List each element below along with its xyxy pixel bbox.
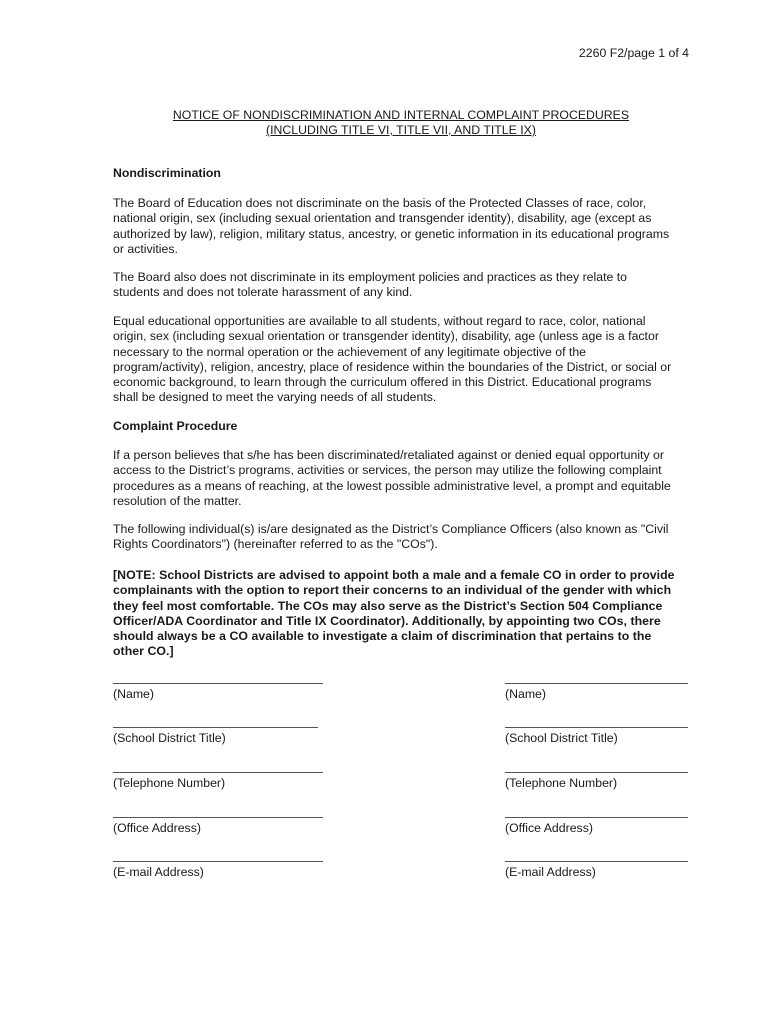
field-label: (Office Address) — [113, 821, 201, 835]
office-field-right[interactable] — [505, 808, 688, 836]
nondiscrimination-heading: Nondiscrimination — [113, 166, 221, 180]
note-line: complainants with the option to report their concerns to an individual of the gender with which — [113, 583, 672, 598]
paragraph-line: authorized by law), religion, military status, ancestry, or genetic information in its educational programs — [113, 226, 670, 241]
note-line: [NOTE: School Districts are advised to appoint both a male and a female CO in order to provide — [113, 568, 675, 582]
title-line-1: NOTICE OF NONDISCRIMINATION AND INTERNAL COMPLAINT PROCEDURES — [172, 108, 630, 122]
note-line: other CO.] — [113, 644, 174, 659]
complaint-procedure-heading: Complaint Procedure — [113, 419, 238, 433]
field-label: (E-mail Address) — [113, 865, 204, 879]
email-field-left[interactable] — [113, 852, 323, 880]
field-label: (School District Title) — [505, 731, 618, 745]
paragraph-line: students and does not tolerate harassment of any kind. — [113, 285, 413, 300]
paragraph-line: economic background, to learn through the curriculum offered in this District. Educational programs — [113, 375, 652, 390]
document-title — [113, 108, 689, 138]
paragraph-line: or activities. — [113, 241, 178, 256]
phone-field-right[interactable] — [505, 763, 688, 791]
signature-line — [505, 852, 688, 862]
field-label: (E-mail Address) — [505, 865, 596, 879]
signature-line — [113, 852, 323, 862]
signature-line — [113, 674, 323, 684]
field-label: (Telephone Number) — [505, 776, 618, 790]
paragraph-board-policy — [113, 196, 689, 257]
paragraph-line: procedures as a means of reaching, at the lowest possible administrative level, a prompt and equitable — [113, 478, 671, 493]
paragraph-line: If a person believes that s/he has been discriminated/retaliated against or denied equal opportunity or — [113, 448, 664, 462]
signature-line — [113, 763, 323, 773]
signature-line — [505, 718, 688, 728]
title-field-left[interactable] — [113, 718, 318, 746]
phone-field-left[interactable] — [113, 763, 323, 791]
paragraph-line: access to the District’s programs, activities or services, the person may utilize the following complaint — [113, 463, 662, 478]
note-line: they feel most comfortable. The COs may also serve as the District’s Section 504 Compliance — [113, 598, 663, 613]
paragraph-employment — [113, 270, 689, 301]
page-reference: 2260 F2/page 1 of 4 — [578, 46, 689, 60]
paragraph-complaint — [113, 448, 689, 509]
paragraph-line: The following individual(s) is/are designated as the District’s Compliance Officers (also known as "Civil — [113, 522, 669, 536]
office-field-left[interactable] — [113, 808, 323, 836]
email-field-right[interactable] — [505, 852, 688, 880]
signature-line — [505, 763, 688, 773]
name-field-left[interactable] — [113, 674, 323, 702]
paragraph-line: The Board of Education does not discriminate on the basis of the Protected Classes of race, color, — [113, 196, 647, 210]
note-line: Officer/ADA Coordinator and Title IX Coordinator). Additionally, by appointing two COs, there — [113, 613, 661, 628]
note-block — [113, 568, 689, 660]
field-label: (Telephone Number) — [113, 776, 226, 790]
paragraph-line: Rights Coordinators") (hereinafter referred to as the "COs"). — [113, 537, 438, 552]
field-label: (Name) — [113, 687, 154, 701]
paragraph-line: origin, sex (including sexual orientation or transgender identity), disability, age (unless age is a factor — [113, 329, 659, 344]
paragraph-line: shall be designed to meet the varying needs of all students. — [113, 390, 437, 405]
paragraph-line: Equal educational opportunities are available to all students, without regard to race, color, national — [113, 314, 646, 328]
paragraph-line: national origin, sex (including sexual orientation and transgender identity), disability, age (except as — [113, 211, 652, 226]
paragraph-line: program/activity), religion, ancestry, place of residence within the boundaries of the District, or social or — [113, 359, 672, 374]
field-label: (School District Title) — [113, 731, 226, 745]
note-line: should always be a CO available to investigate a claim of discrimination that pertains to the — [113, 629, 652, 644]
title-line-2: (INCLUDING TITLE VI, TITLE VII, AND TITLE IX) — [266, 123, 536, 137]
paragraph-compliance-officers — [113, 522, 689, 553]
name-field-right[interactable] — [505, 674, 688, 702]
signature-line — [505, 808, 688, 818]
signature-line — [113, 808, 323, 818]
field-label: (Name) — [505, 687, 546, 701]
paragraph-equal-opportunity — [113, 314, 689, 406]
signature-line — [113, 718, 318, 728]
paragraph-line: The Board also does not discriminate in its employment policies and practices as they relate to — [113, 270, 627, 284]
title-field-right[interactable] — [505, 718, 688, 746]
paragraph-line: resolution of the matter. — [113, 493, 242, 508]
paragraph-line: necessary to the normal operation or the achievement of any legitimate objective of the — [113, 344, 587, 359]
field-label: (Office Address) — [505, 821, 593, 835]
signature-line — [505, 674, 688, 684]
